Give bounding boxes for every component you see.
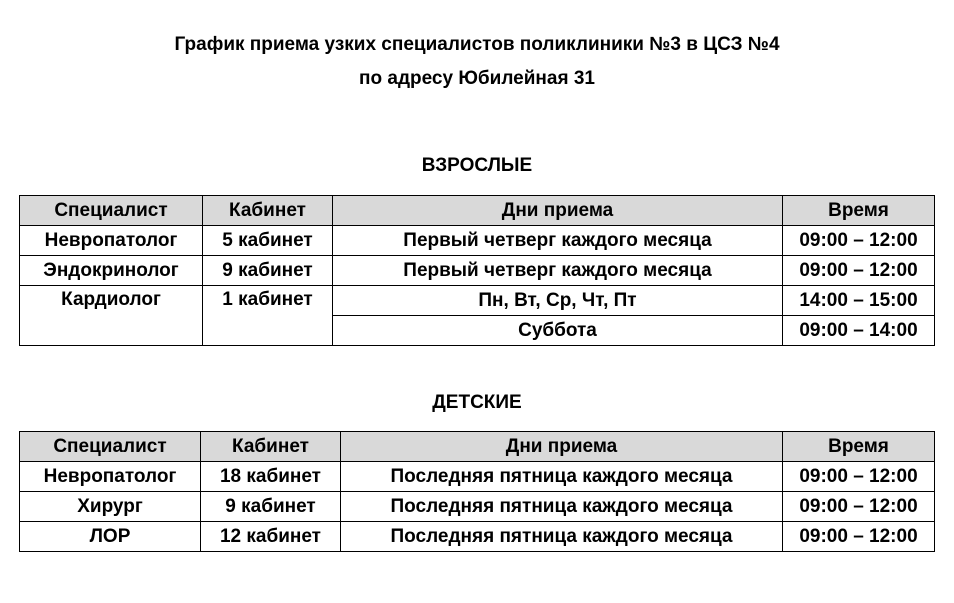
column-header-room: Кабинет	[201, 432, 341, 462]
page-subtitle-address: по адресу Юбилейная 31	[359, 68, 595, 89]
specialist-cell: Кардиолог	[20, 286, 203, 346]
table-row	[20, 226, 935, 256]
column-header-time: Время	[783, 432, 935, 462]
adults-schedule-table	[19, 195, 935, 346]
table-row	[20, 286, 935, 316]
time-cell: 09:00 – 12:00	[783, 462, 935, 492]
table-row	[20, 462, 935, 492]
time-cell: 09:00 – 14:00	[783, 316, 935, 346]
time-cell: 14:00 – 15:00	[783, 286, 935, 316]
table-row	[20, 522, 935, 552]
column-header-specialist: Специалист	[20, 432, 201, 462]
days-cell: Последняя пятница каждого месяца	[341, 522, 783, 552]
table-header-row	[20, 432, 935, 462]
room-cell: 18 кабинет	[201, 462, 341, 492]
room-cell: 9 кабинет	[201, 492, 341, 522]
table-header-row	[20, 196, 935, 226]
days-cell: Первый четверг каждого месяца	[333, 226, 783, 256]
time-cell: 09:00 – 12:00	[783, 226, 935, 256]
room-cell: 5 кабинет	[203, 226, 333, 256]
time-cell: 09:00 – 12:00	[783, 492, 935, 522]
column-header-specialist: Специалист	[20, 196, 203, 226]
page-title: График приема узких специалистов поликлиники №3 в ЦСЗ №4	[174, 34, 780, 55]
days-cell: Последняя пятница каждого месяца	[341, 492, 783, 522]
children-schedule-table	[19, 431, 935, 552]
days-cell: Пн, Вт, Ср, Чт, Пт	[333, 286, 783, 316]
section-title-adults: ВЗРОСЛЫЕ	[421, 155, 533, 176]
column-header-time: Время	[783, 196, 935, 226]
days-cell: Первый четверг каждого месяца	[333, 256, 783, 286]
specialist-cell: Невропатолог	[20, 462, 201, 492]
days-cell: Последняя пятница каждого месяца	[341, 462, 783, 492]
days-cell: Суббота	[333, 316, 783, 346]
room-cell: 1 кабинет	[203, 286, 333, 346]
time-cell: 09:00 – 12:00	[783, 522, 935, 552]
room-cell: 12 кабинет	[201, 522, 341, 552]
table-row	[20, 256, 935, 286]
table-row	[20, 492, 935, 522]
specialist-cell: Эндокринолог	[20, 256, 203, 286]
time-cell: 09:00 – 12:00	[783, 256, 935, 286]
column-header-days: Дни приема	[333, 196, 783, 226]
specialist-cell: Хирург	[20, 492, 201, 522]
column-header-days: Дни приема	[341, 432, 783, 462]
specialist-cell: ЛОР	[20, 522, 201, 552]
section-title-children: ДЕТСКИЕ	[432, 392, 522, 413]
specialist-cell: Невропатолог	[20, 226, 203, 256]
room-cell: 9 кабинет	[203, 256, 333, 286]
column-header-room: Кабинет	[203, 196, 333, 226]
